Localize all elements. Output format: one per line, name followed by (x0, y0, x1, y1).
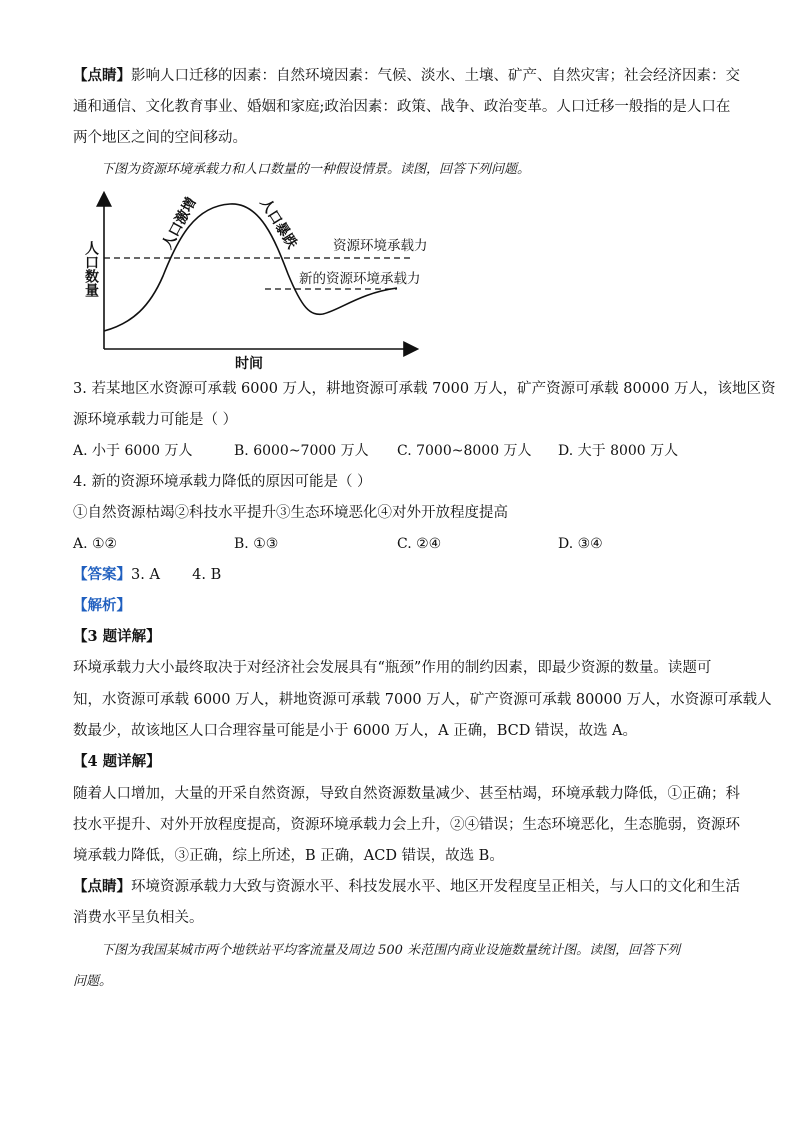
analysis-label: 【解析】 (73, 597, 131, 614)
q4-option-b: B. ①③ (234, 536, 279, 552)
tip-2-line-2: 消费水平呈负相关。 (73, 910, 204, 926)
tip-label-2: 【点睛】 (73, 878, 131, 895)
q4-option-d: D. ③④ (558, 536, 603, 552)
q4-option-c: C. ②④ (397, 536, 442, 552)
fall-label: 人口暴跌 (256, 195, 300, 252)
new-capacity-label: 新的资源环境承载力 (299, 271, 421, 287)
q4-detail-line-3: 境承载力降低，③正确，综上所述，B 正确，ACD 错误，故选 B。 (73, 848, 504, 864)
tip-text-line-2: 通和通信、文化教育事业、婚姻和家庭;政治因素：政策、战争、政治变革。人口迁移一般指的是人口在 (73, 99, 731, 115)
tip-paragraph-2 (73, 877, 740, 897)
capacity-label: 资源环境承载力 (333, 238, 428, 254)
answer-label: 【答案】 (73, 566, 131, 583)
population-curve (104, 204, 397, 331)
tip-paragraph-1 (73, 66, 740, 86)
q3-detail-label: 【3 题详解】 (73, 628, 161, 645)
figure-intro: 下图为资源环境承载力和人口数量的一种假设情景。读图，回答下列问题。 (101, 162, 531, 177)
q4-option-a: A. ①② (73, 536, 118, 552)
next-figure-intro: 下图为我国某城市两个地铁站平均客流量及周边 500 米范围内商业设施数量统计图。读图，回答下列 (101, 943, 681, 958)
x-axis-label: 时间 (235, 356, 263, 372)
q3-detail-line-3: 数最少，故该地区人口合理容量可能是小于 6000 万人，A 正确，BCD 错误，故选 A。 (73, 723, 638, 739)
question-4-statements: ①自然资源枯竭②科技水平提升③生态环境恶化④对外开放程度提高 (73, 505, 508, 521)
q4-detail-label: 【4 题详解】 (73, 753, 161, 770)
y-axis-label: 人口数量 (83, 241, 99, 297)
tip-text-line-3: 两个地区之间的空间移动。 (73, 130, 247, 146)
population-capacity-chart (75, 188, 435, 373)
q3-option-c: C. 7000~8000 万人 (397, 443, 532, 459)
tip-text: 影响人口迁移的因素：自然环境因素：气候、淡水、土壤、矿产、自然灾害；社会经济因素：交 (131, 68, 740, 84)
q3-option-d: D. 大于 8000 万人 (558, 443, 679, 459)
q4-detail-line-1: 随着人口增加，大量的开采自然资源，导致自然资源数量减少、甚至枯竭，环境承载力降低，①正确；科 (73, 786, 740, 802)
q3-detail-line-2: 知，水资源可承载 6000 万人，耕地资源可承载 7000 万人，矿产资源可承载 80000 万人，水资源可承载人 (73, 692, 772, 708)
q3-option-b: B. 6000~7000 万人 (234, 443, 369, 459)
q3-option-a: A. 小于 6000 万人 (73, 443, 193, 459)
answer-line (73, 565, 221, 585)
rise-label: 人口激增 (159, 194, 200, 252)
tip-label: 【点睛】 (73, 67, 131, 84)
tip-text-2: 环境资源承载力大致与资源水平、科技发展水平、地区开发程度呈正相关，与人口的文化和生活 (131, 879, 740, 895)
answer-text: 3. A 4. B (131, 567, 222, 583)
question-3-stem: 3. 若某地区水资源可承载 6000 万人，耕地资源可承载 7000 万人，矿产资源可承载 80000 万人，该地区资 (73, 381, 776, 397)
question-3-stem-2: 源环境承载力可能是（ ） (73, 412, 238, 428)
question-4-stem: 4. 新的资源环境承载力降低的原因可能是（ ） (73, 474, 372, 490)
q3-detail-line-1: 环境承载力大小最终取决于对经济社会发展具有“瓶颈”作用的制约因素，即最少资源的数量。读题可 (73, 660, 712, 676)
q4-detail-line-2: 技水平提升、对外开放程度提高，资源环境承载力会上升，②④错误；生态环境恶化，生态脆弱，资源环 (73, 817, 740, 833)
next-figure-intro-2: 问题。 (73, 974, 113, 989)
